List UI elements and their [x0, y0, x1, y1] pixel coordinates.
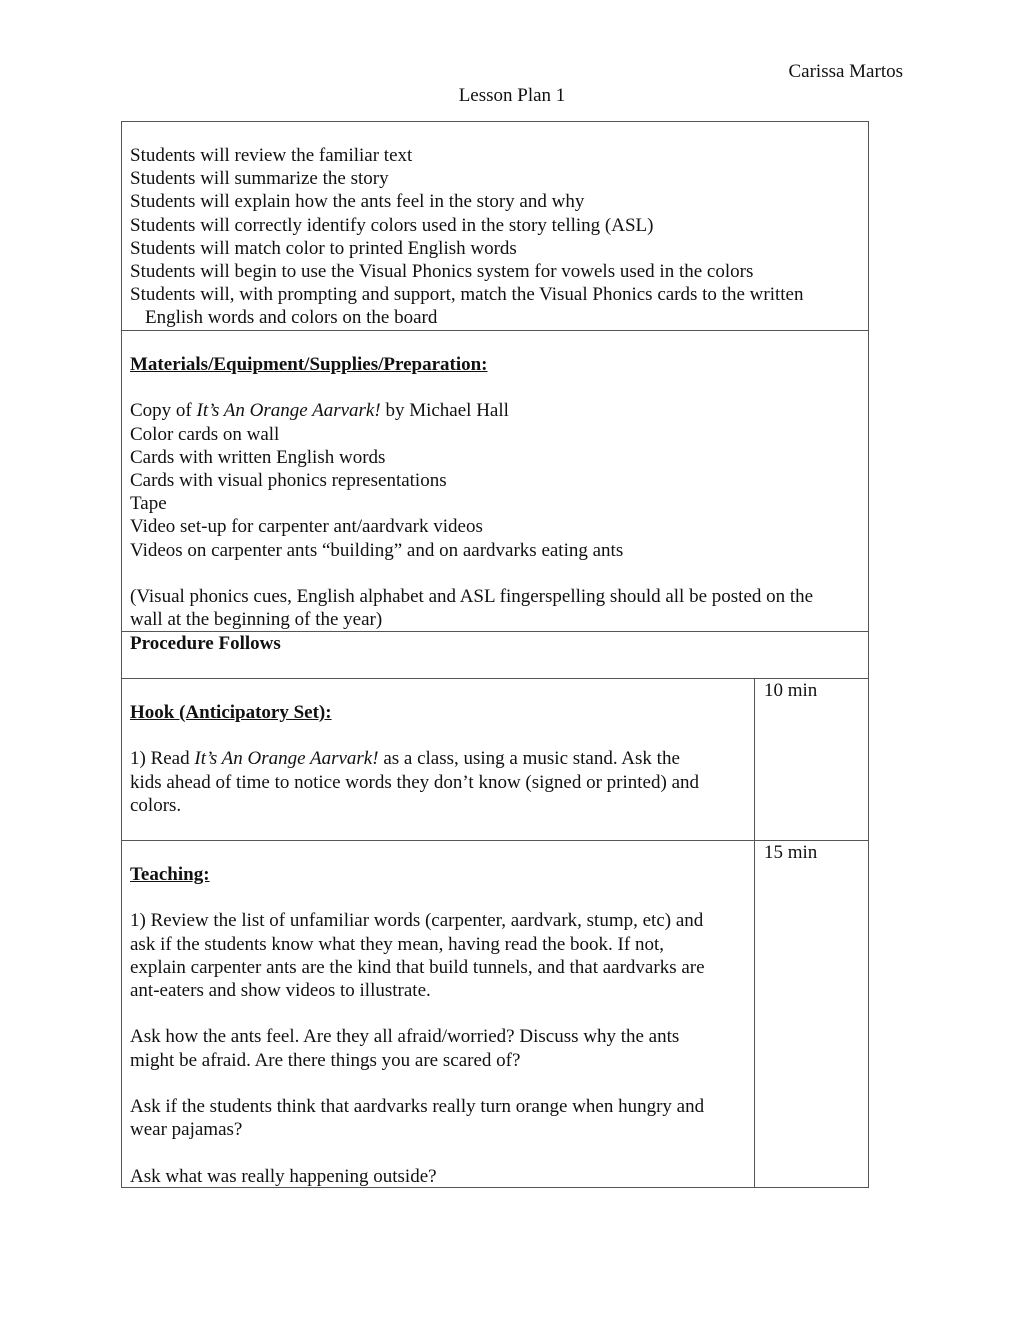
teaching-text-line: might be afraid. Are there things you are scared of?	[130, 1049, 521, 1071]
materials-book-line	[130, 399, 860, 422]
hook-row	[122, 678, 868, 840]
materials-item: Video set-up for carpenter ant/aardvark videos	[130, 516, 483, 538]
objective-item: Students will summarize the story	[130, 168, 389, 190]
objective-item: Students will begin to use the Visual Phonics system for vowels used in the colors	[130, 261, 754, 283]
spacer	[130, 376, 860, 399]
objective-item: Students will explain how the ants feel in the story and why	[130, 191, 585, 213]
teaching-text-line: wear pajamas?	[130, 1119, 243, 1141]
objective-item: Students will review the familiar text	[130, 145, 413, 166]
hook-cell	[122, 679, 755, 840]
hook-step-prefix: 1) Read	[130, 748, 195, 770]
materials-item: Videos on carpenter ants “building” and on aardvarks eating ants	[130, 539, 624, 561]
objective-item: Students will correctly identify colors used in the story telling (ASL)	[130, 214, 654, 236]
teaching-row	[122, 840, 868, 1187]
teaching-text-line: Ask if the students think that aardvarks really turn orange when hungry and	[130, 1095, 705, 1117]
lesson-plan-table	[121, 121, 869, 1188]
hook-step-line	[130, 747, 746, 770]
teaching-text-line: ask if the students know what they mean, having read the book. If not,	[130, 933, 664, 955]
teaching-text-line: ant-eaters and show videos to illustrate.	[130, 980, 431, 1001]
procedure-cell	[122, 632, 868, 655]
objective-item: Students will match color to printed English words	[130, 237, 517, 259]
materials-cell	[122, 331, 868, 631]
materials-row	[122, 330, 868, 631]
spacer	[130, 1072, 746, 1095]
materials-note-line: wall at the beginning of the year)	[130, 609, 383, 631]
materials-item: Cards with visual phonics representations	[130, 470, 447, 491]
hook-book-title: It’s An Orange Aarvark!	[194, 748, 379, 770]
teaching-heading: Teaching:	[130, 864, 210, 885]
hook-step-suffix: as a class, using a music stand. Ask the	[378, 748, 680, 770]
author-name: Carissa Martos	[788, 61, 903, 82]
page-title: Lesson Plan 1	[458, 85, 566, 106]
teaching-time: 15 min	[764, 842, 818, 863]
spacer	[130, 724, 746, 747]
spacer	[130, 1002, 746, 1025]
book-prefix: Copy of	[130, 400, 197, 422]
objectives-row	[122, 122, 868, 330]
teaching-text-line: 1) Review the list of unfamiliar words (carpenter, aardvark, stump, etc) and	[130, 910, 704, 932]
procedure-row	[122, 631, 868, 678]
hook-time: 10 min	[764, 680, 818, 701]
teaching-text-line: explain carpenter ants are the kind that build tunnels, and that aardvarks are	[130, 956, 705, 978]
spacer	[130, 1141, 746, 1164]
hook-step-line: kids ahead of time to notice words they don’t know (signed or printed) and	[130, 771, 699, 793]
materials-item: Cards with written English words	[130, 446, 386, 468]
hook-heading: Hook (Anticipatory Set):	[130, 702, 332, 723]
objective-item-continued: English words and colors on the board	[145, 307, 438, 329]
objective-item: Students will, with prompting and support, match the Visual Phonics cards to the written	[130, 284, 804, 306]
hook-step-line: colors.	[130, 794, 182, 816]
teaching-text-line: Ask what was really happening outside?	[130, 1165, 437, 1187]
book-title: It’s An Orange Aarvark!	[196, 400, 381, 422]
procedure-heading: Procedure Follows	[130, 633, 281, 654]
materials-item: Color cards on wall	[130, 423, 280, 445]
materials-note-line: (Visual phonics cues, English alphabet and ASL fingerspelling should all be posted on the	[130, 586, 814, 607]
spacer	[130, 886, 746, 909]
materials-heading: Materials/Equipment/Supplies/Preparation:	[130, 354, 488, 375]
teaching-text-line: Ask how the ants feel. Are they all afraid/worried? Discuss why the ants	[130, 1026, 680, 1048]
objectives-cell	[122, 122, 868, 330]
book-suffix: by Michael Hall	[380, 400, 509, 422]
teaching-cell	[122, 841, 755, 1187]
spacer	[130, 562, 860, 585]
materials-item: Tape	[130, 493, 167, 515]
